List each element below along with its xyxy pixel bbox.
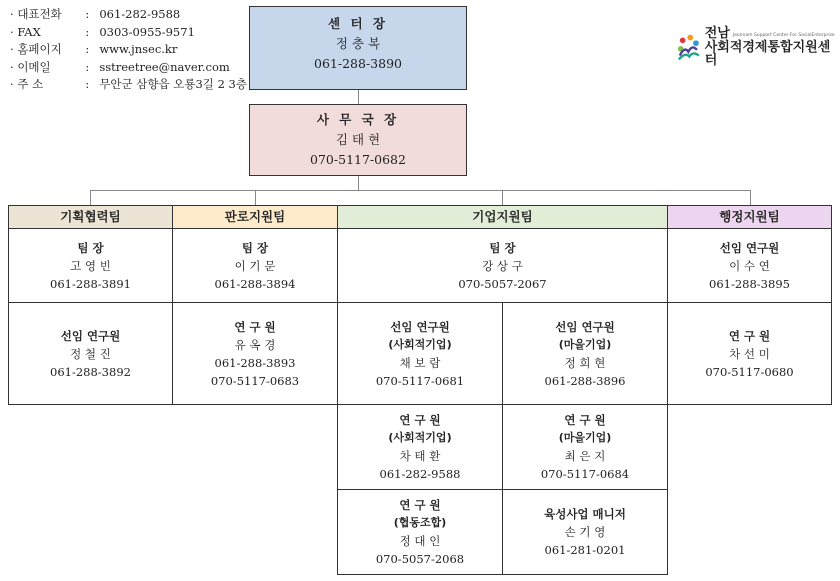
- member-phone: 070-5117-0681: [375, 373, 465, 388]
- member-name: 강 상 구: [482, 258, 523, 273]
- contact-key: 이메일: [17, 59, 51, 74]
- logo-subtitle: Jeonnam Support Center For SocialEnterprise: [732, 32, 835, 38]
- contact-value: 061-282-9588: [99, 7, 181, 21]
- member-card: [502, 489, 668, 575]
- director-name: 정 충 복: [335, 36, 381, 51]
- member-phone: 061-288-3894: [214, 276, 296, 291]
- member-card: [337, 489, 503, 575]
- secretary-name: 김 태 현: [335, 132, 381, 147]
- member-role: 팀 장: [77, 240, 104, 255]
- member-role: 연 구 원: [728, 328, 771, 343]
- contact-row: · 이메일 : sstreetree@naver.com: [10, 59, 247, 77]
- member-division: (마을기업): [558, 337, 612, 351]
- member-card: [172, 302, 338, 405]
- team-header-planning: 기획협력팀: [8, 205, 173, 229]
- member-role: 팀 장: [241, 240, 269, 255]
- team-header-sales: 판로지원팀: [172, 205, 338, 229]
- contact-value: sstreetree@naver.com: [99, 59, 230, 74]
- connector-line: [358, 90, 359, 104]
- contact-row: · 주 소 : 무안군 삼향읍 오룡3길 2 3층: [10, 76, 247, 94]
- center-logo: [676, 26, 836, 68]
- director-title: 센 터 장: [328, 16, 388, 31]
- member-division: (협동조합): [393, 516, 447, 529]
- member-name: 정 대 인: [399, 534, 441, 548]
- member-division: (마을기업): [558, 431, 612, 444]
- member-role: 선임 연구원: [390, 319, 450, 334]
- member-phone: 061-288-3895: [709, 276, 790, 291]
- member-phone: 070-5057-2067: [458, 276, 547, 291]
- member-role: 연 구 원: [399, 498, 441, 512]
- member-name: 손 기 영: [564, 525, 606, 539]
- member-name: 채 보 람: [399, 355, 441, 370]
- member-division: (사회적기업): [388, 337, 452, 351]
- member-card: [337, 302, 503, 405]
- member-phone-2: 070-5117-0683: [210, 373, 300, 388]
- member-role: 선임 연구원: [719, 240, 780, 255]
- contact-key: 홈페이지: [17, 42, 62, 56]
- connector-line: [90, 190, 91, 205]
- member-phone: 061-288-3896: [544, 373, 626, 388]
- member-name: 최 은 지: [564, 449, 606, 463]
- member-phone: 070-5117-0680: [705, 364, 794, 379]
- logo-region: 전남: [704, 26, 730, 41]
- contact-row: · FAX : 0303-0955-9571: [10, 24, 247, 42]
- logo-name: 사회적경제통합지원센터: [704, 40, 831, 68]
- member-card: [337, 404, 503, 490]
- member-phone: 070-5057-2068: [375, 552, 465, 566]
- contact-key: FAX: [17, 24, 41, 39]
- member-name: 이 수 연: [729, 258, 770, 273]
- member-role: 연 구 원: [564, 413, 606, 427]
- secretary-box: [249, 104, 467, 176]
- people-logo-icon: [676, 32, 701, 62]
- member-card: [667, 302, 832, 405]
- member-role: 육성사업 매니저: [544, 507, 626, 521]
- member-role: 선임 연구원: [555, 319, 615, 334]
- member-card: [8, 302, 173, 405]
- contact-value: 무안군 삼향읍 오룡3길 2 3층: [99, 77, 247, 91]
- member-name: 차 태 환: [399, 449, 441, 463]
- connector-line: [358, 176, 359, 190]
- member-name: 고 영 빈: [70, 258, 111, 273]
- secretary-title: 사 무 국 장: [316, 112, 400, 127]
- member-card: [502, 404, 668, 490]
- member-name: 정 철 진: [70, 346, 111, 361]
- contact-key: 주 소: [17, 77, 44, 91]
- member-role: 팀 장: [489, 240, 516, 255]
- contact-value: 0303-0955-9571: [99, 24, 195, 39]
- contact-key: 대표전화: [17, 7, 62, 21]
- contact-value: www.jnsec.kr: [99, 42, 178, 56]
- member-card: [667, 228, 832, 303]
- member-phone: 061-288-3892: [50, 364, 131, 379]
- team-header-admin: 행정지원팀: [667, 205, 832, 229]
- secretary-phone: 070-5117-0682: [310, 152, 406, 167]
- contact-row: · 홈페이지 : www.jnsec.kr: [10, 41, 247, 59]
- contact-info: [10, 6, 247, 94]
- connector-line: [750, 190, 751, 205]
- director-phone: 061-288-3890: [314, 56, 402, 71]
- member-card: [8, 228, 173, 303]
- member-name: 이 기 문: [234, 258, 276, 273]
- member-name: 유 옥 경: [234, 337, 276, 352]
- member-phone: 061-288-3893: [214, 355, 296, 370]
- team-header-enterprise: 기업지원팀: [337, 205, 668, 229]
- member-division: (사회적기업): [388, 431, 452, 444]
- member-phone: 070-5117-0684: [540, 467, 630, 481]
- member-phone: 061-288-3891: [50, 276, 131, 291]
- director-box: [249, 6, 467, 90]
- member-card: [172, 228, 338, 303]
- member-role: 연 구 원: [234, 319, 276, 334]
- member-phone: 061-281-0201: [544, 543, 626, 557]
- connector-line: [502, 190, 503, 205]
- connector-line: [90, 190, 750, 191]
- member-card: [337, 228, 668, 303]
- member-name: 차 선 미: [729, 346, 770, 361]
- member-name: 정 희 현: [564, 355, 606, 370]
- contact-row: · 대표전화 : 061-282-9588: [10, 6, 247, 24]
- member-role: 선임 연구원: [60, 328, 121, 343]
- connector-line: [255, 190, 256, 205]
- member-card: [502, 302, 668, 405]
- member-phone: 061-282-9588: [379, 467, 461, 481]
- member-role: 연 구 원: [399, 413, 441, 427]
